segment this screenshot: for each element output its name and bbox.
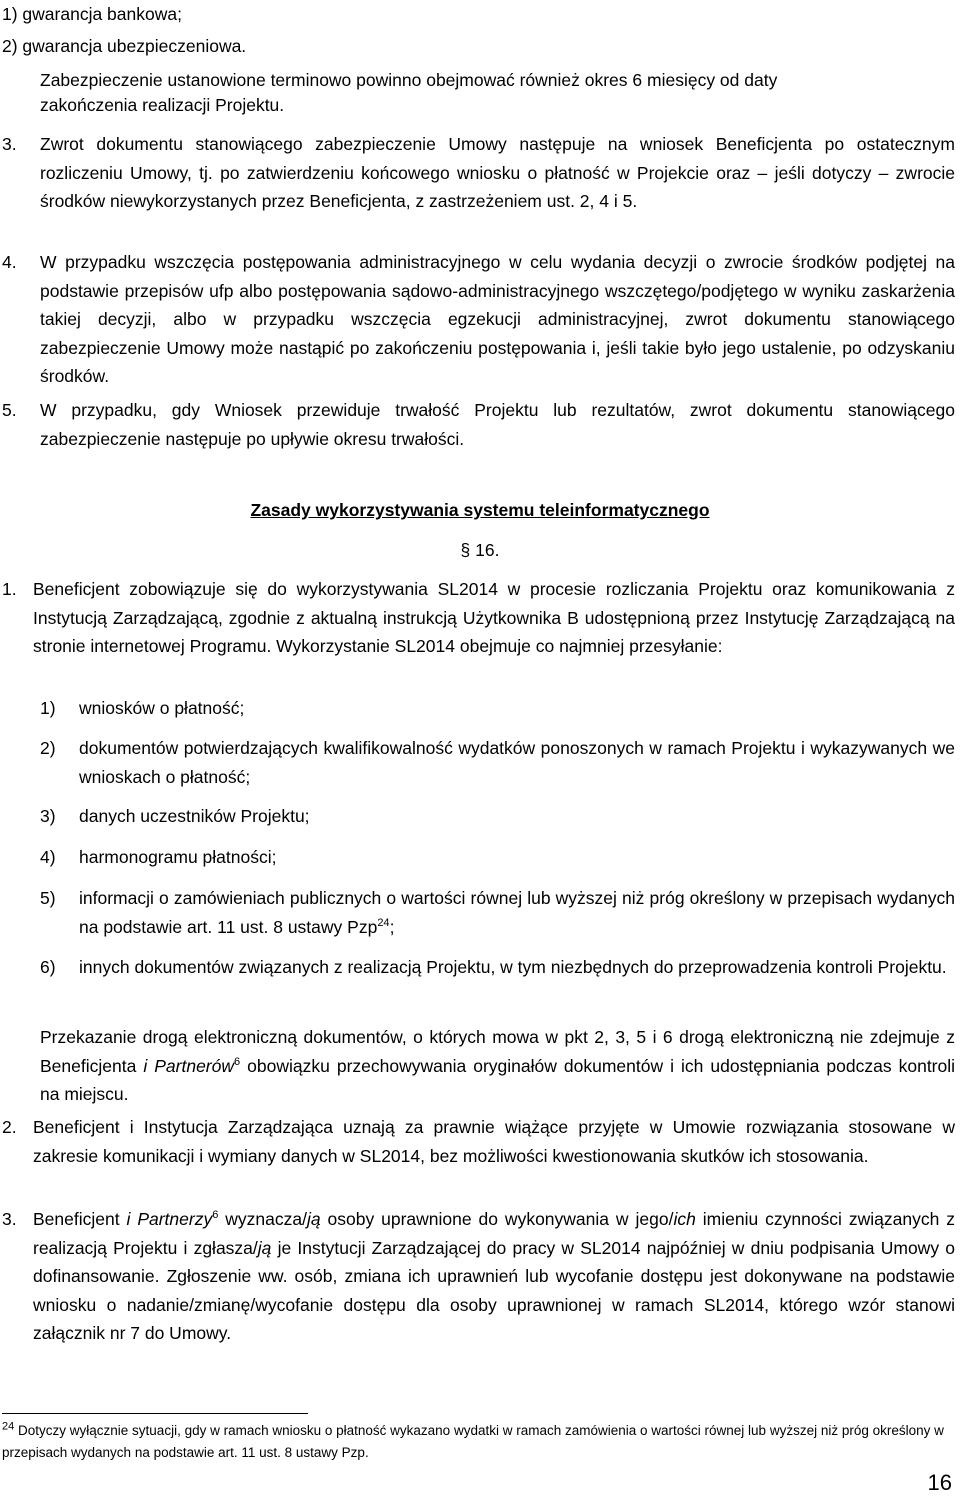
s1-item-3-text: danych uczestników Projektu; bbox=[79, 806, 310, 826]
s3-part-c: osoby uprawnione do wykonywania w jego/ bbox=[320, 1209, 674, 1229]
s1-item-6-text: innych dokumentów związanych z realizacją Projektu, w tym niezbędnych do przeprowadzenia kontroli Projektu. bbox=[79, 957, 947, 977]
s2-number: 2. bbox=[2, 1117, 17, 1137]
footnote-ref-6: 6 bbox=[234, 1055, 241, 1068]
guarantee-item-2: 2) gwarancja ubezpieczeniowa. bbox=[2, 36, 247, 56]
s1-item-5-body: informacji o zamówieniach publicznych o wartości równej lub wyższej niż próg określony w przepisach wydanych na podstawie art. 11 ust. 8 ustawy Pzp bbox=[79, 888, 955, 937]
point-4-number: 4. bbox=[2, 252, 17, 272]
s3-part-e: je Instytucji Zarządzającej do pracy w SL2014 najpóźniej w dniu podpisania Umowy o dofinansowanie. Zgłoszenie ww. osób, zmiana ich uprawnień lub wycofanie dostępu jest dokonywane na podstawie wniosku o nadanie/zmianę/wycofanie dostępu dla osoby uprawnionej w ramach SL2014, którego wzór stanowi załącznik nr 7 do Umowy. bbox=[33, 1237, 955, 1343]
guarantee-item-1: 1) gwarancja bankowa; bbox=[2, 4, 182, 24]
s1-item-1-number: 1) bbox=[40, 698, 56, 718]
s1-closing-a: Przekazanie drogą elektroniczną dokumentów, o których mowa w pkt 2, 3, 5 i 6 drogą elektroniczną nie zdejmuje z Beneficjenta bbox=[40, 1027, 955, 1076]
s3-part-a: Beneficjent bbox=[33, 1209, 127, 1229]
s1-item-2-number: 2) bbox=[40, 738, 56, 758]
security-note-line-1: Zabezpieczenie ustanowione terminowo powinno obejmować również okres 6 miesięcy od daty bbox=[40, 70, 778, 90]
footnote-24 bbox=[2, 1420, 958, 1464]
s1-closing-partners: i Partnerów bbox=[143, 1055, 235, 1076]
s1-item-5-tail: ; bbox=[389, 916, 395, 937]
s2-text: Beneficjent i Instytucja Zarządzająca uznają za prawnie wiążące przyjęte w Umowie rozwiązania stosowane w zakresie komunikacji i wymiany danych w SL2014, bez możliwości kwestionowania skutków ich stosowania. bbox=[33, 1117, 955, 1166]
footnote-ref-24: 24 bbox=[377, 916, 390, 929]
s3-partners: i Partnerzy bbox=[126, 1209, 213, 1229]
paragraph-number: § 16. bbox=[460, 540, 500, 560]
page-number: 16 bbox=[927, 1470, 952, 1495]
s1-item-3-number: 3) bbox=[40, 806, 56, 826]
footnote-mark: 24 bbox=[2, 1420, 15, 1433]
s1-closing-b: obowiązku przechowywania oryginałów dokumentów i ich udostępniania podczas kontroli na miejscu. bbox=[40, 1055, 956, 1104]
s3-italic-ja-2: ją bbox=[257, 1237, 272, 1258]
s1-item-1-text: wniosków o płatność; bbox=[79, 698, 245, 718]
s3-part-b: wyznacza/ bbox=[218, 1209, 307, 1229]
security-note-line-2: zakończenia realizacji Projektu. bbox=[40, 95, 285, 115]
s3-number: 3. bbox=[2, 1209, 17, 1229]
point-5-number: 5. bbox=[2, 400, 17, 420]
point-3-number: 3. bbox=[2, 134, 17, 154]
s3-footnote-ref-6: 6 bbox=[212, 1209, 219, 1222]
s1-intro: Beneficjent zobowiązuje się do wykorzystywania SL2014 w procesie rozliczania Projektu oraz komunikowania z Instytucją Zarządzającą, zgodnie z aktualną instrukcją Użytkownika B udostępnioną przez Instytucję Zarządzającą na stronie internetowej Programu. Wykorzystanie SL2014 obejmuje co najmniej przesyłanie: bbox=[33, 579, 955, 656]
s1-closing bbox=[40, 1023, 955, 1109]
s3-part-d: imieniu czynności związanych z realizacją Projektu i zgłasza/ bbox=[33, 1209, 956, 1258]
point-5-text: W przypadku, gdy Wniosek przewiduje trwałość Projektu lub rezultatów, zwrot dokumentu stanowiącego zabezpieczenie następuje po upływie okresu trwałości. bbox=[40, 400, 955, 449]
s1-number: 1. bbox=[2, 579, 17, 599]
s3-italic-ja-1: ją bbox=[306, 1209, 321, 1229]
s1-item-4-text: harmonogramu płatności; bbox=[79, 847, 277, 867]
s3-italic-ich: ich bbox=[673, 1209, 696, 1229]
s1-item-4-number: 4) bbox=[40, 847, 56, 867]
point-3-text: Zwrot dokumentu stanowiącego zabezpieczenie Umowy następuje na wniosek Beneficjenta po ostatecznym rozliczeniu Umowy, tj. po zatwierdzeniu końcowego wniosku o płatność w Projekcie oraz – jeśli dotyczy – zwrocie środków niewykorzystanych przez Beneficjenta, z zastrzeżeniem ust. 2, 4 i 5. bbox=[40, 134, 955, 211]
section-title: Zasady wykorzystywania systemu teleinformatycznego bbox=[250, 500, 710, 520]
footnote-text: Dotyczy wyłącznie sytuacji, gdy w ramach wniosku o płatność wykazano wydatki w ramach zamówienia o wartości równej lub wyższej niż próg określony w przepisach wydanych na podstawie art. 11 ust. 8 ustawy Pzp. bbox=[2, 1423, 944, 1460]
s1-item-5-text bbox=[79, 884, 955, 941]
footnote-separator bbox=[2, 1413, 308, 1414]
s3-text bbox=[33, 1205, 955, 1348]
s1-item-2-text: dokumentów potwierdzających kwalifikowalność wydatków ponoszonych w ramach Projektu i wykazywanych we wnioskach o płatność; bbox=[79, 738, 955, 787]
point-4-text: W przypadku wszczęcia postępowania administracyjnego w celu wydania decyzji o zwrocie środków podjętej na podstawie przepisów ufp albo postępowania sądowo-administracyjnego wszczętego/podjętego w wyniku zaskarżenia takiej decyzji, albo w przypadku wszczęcia egzekucji administracyjnej, zwrot dokumentu stanowiącego zabezpieczenie Umowy może nastąpić po zakończeniu postępowania i, jeśli takie było jego ustalenie, po odzyskaniu środków. bbox=[40, 252, 955, 386]
s1-item-5-number: 5) bbox=[40, 888, 56, 908]
s1-item-6-number: 6) bbox=[40, 957, 56, 977]
